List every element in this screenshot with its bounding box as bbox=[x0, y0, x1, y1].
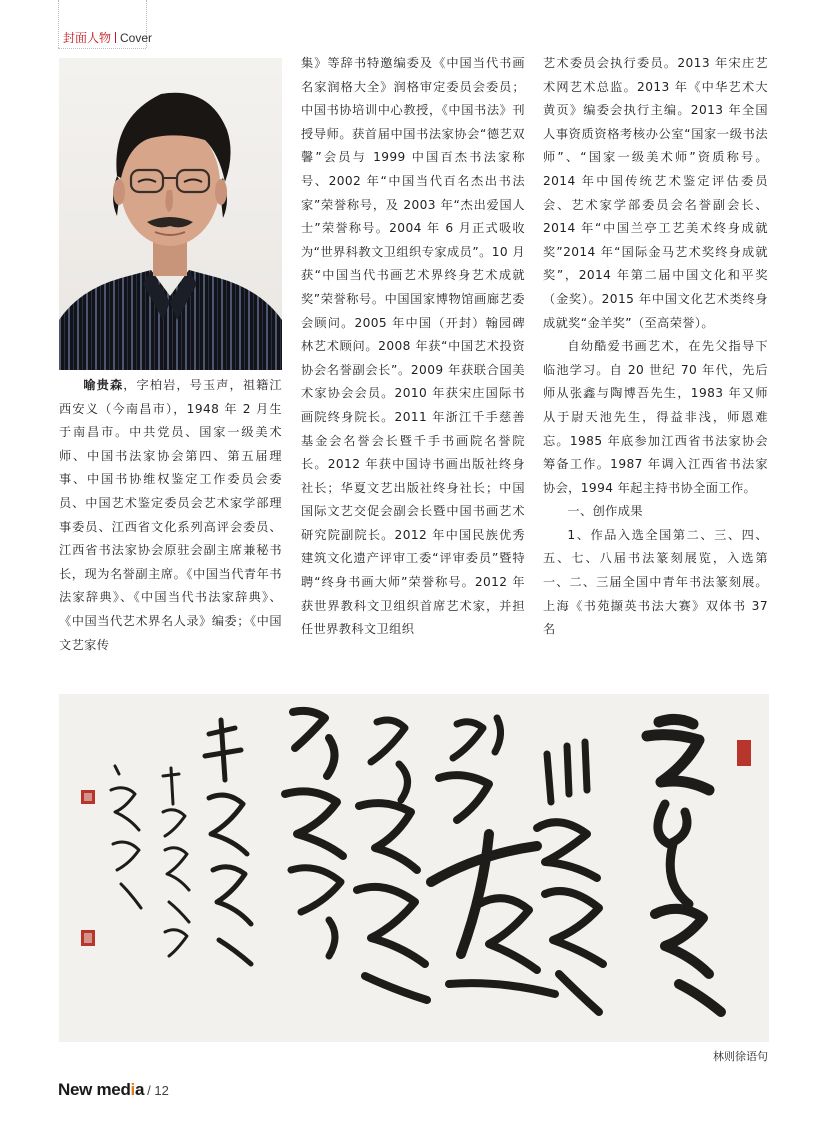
text-column-2 bbox=[301, 52, 525, 642]
biography-paragraph: 自幼酷爱书画艺术，在先父指导下临池学习。自 20 世纪 70 年代，先后师从张鑫与陶博吾先生，1983 年又师从于尉天池先生，得益非浅，师恩难忘。1985 年底参加江西省书法家协会筹备工作。1987 年调入江西省书法家协会，1994 年起主持书协全面工作。 bbox=[543, 339, 768, 495]
section-tag bbox=[63, 30, 152, 46]
header-rule-bottom bbox=[58, 48, 146, 49]
person-name: 喻贵森 bbox=[83, 378, 124, 392]
logo-dot: i bbox=[130, 1080, 135, 1099]
text-column-1 bbox=[59, 374, 282, 657]
logo-text-b: a bbox=[134, 1080, 145, 1099]
intro-text: ，字柏岩，号玉声，祖籍江西安义（今南昌市），1948 年 2 月生于南昌市。中共党员、国家一级美术师、中国书法家协会第四、第五届理事、中国书协维权鉴定工作委员会委员、中国艺术鉴定委员会艺术家学部理事委员、江西省文化系列高评会委员、江西省书法家协会原驻会副主席兼秘书长，现为名誉副主席。《中国当代青年书法家辞典》、《中国当代书法家辞典》、《中国当代艺术界名人录》编委；《中国文艺家传 bbox=[59, 378, 282, 652]
logo-text-a: New med bbox=[58, 1080, 131, 1099]
calligraphy-artwork bbox=[59, 694, 769, 1042]
body-paragraph: 集》等辞书特邀编委及《中国当代书画名家润格大全》润格审定委员会委员；中国书协培训中心教授，《中国书法》刊授导师。获首届中国书法家协会“德艺双馨”会员与 1999 中国百杰书法家称号、2002 年“中国当代百名杰出书法家”荣誉称号，及 2003 年“杰出爱国人士”荣誉称号。2004 年 6 月正式吸收为“世界科教文卫组织专家成员”。10 月获“中国当代书画艺术界终身艺术成就奖”荣誉称号。中国国家博物馆画廊艺委会顾问。2005 年中国（开封）翰园碑林艺术顾问。2008 年获“中国艺术投资协会名誉副会长”。2009 年获联合国美术家协会会员。2010 年获宋庄国际书画院终身院长。2011 年浙江千手慈善基金会名誉会长暨千手书画院名誉院长。2012 年获中国诗书画出版社终身社长；华夏文艺出版社终身社长；中国国际文艺交促会副会长暨中国书画艺术研究院副院长。2012 年中国民族优秀建筑文化遗产评审工委“评审委员”暨特聘“终身书画大师”荣誉称号。2012 年获世界教科文卫组织首席艺术家，并担任世界教科文卫组织 bbox=[301, 56, 525, 637]
text-column-3 bbox=[543, 52, 768, 642]
section-tag-en: Cover bbox=[120, 31, 153, 45]
header-rule-left bbox=[58, 0, 59, 48]
portrait-photo bbox=[59, 58, 282, 370]
section-tag-divider bbox=[115, 32, 116, 43]
section-heading-achievements: 一、创作成果 bbox=[567, 504, 643, 519]
body-paragraph-cont: 艺术委员会执行委员。2013 年宋庄艺术网艺术总监。2013 年《中华艺术大黄页》编委会执行主编。2013 年全国人事资质资格考核办公室“国家一级书法师”、“国家一级美术师”资质称号。2014 年中国传统艺术鉴定评估委员会、艺术家学部委员会名誉副会长、2014 年“中国兰亭工艺美术终身成就奖”2014 年“国际金马艺术奖终身成就奖”，2014 年第二届中国文化和平奖（金奖）。2015 年中国文化艺术类终身成就奖“金羊奖”（至高荣誉）。 bbox=[543, 56, 768, 330]
magazine-logo bbox=[58, 1080, 144, 1099]
achievements-paragraph: 1、作品入选全国第二、三、四、五、七、八届书法篆刻展览，入选第一、二、三届全国中青年书法篆刻展。上海《书苑撷英书法大赛》双体书 37 名 bbox=[543, 527, 768, 637]
calligraphy-brushwork bbox=[59, 694, 769, 1042]
section-tag-cn: 封面人物 bbox=[63, 31, 112, 45]
portrait-illustration bbox=[59, 58, 282, 370]
intro-paragraph bbox=[59, 374, 282, 657]
artwork-caption: 林则徐语句 bbox=[713, 1050, 768, 1063]
footer bbox=[58, 1080, 169, 1104]
page-number: / 12 bbox=[147, 1083, 169, 1098]
